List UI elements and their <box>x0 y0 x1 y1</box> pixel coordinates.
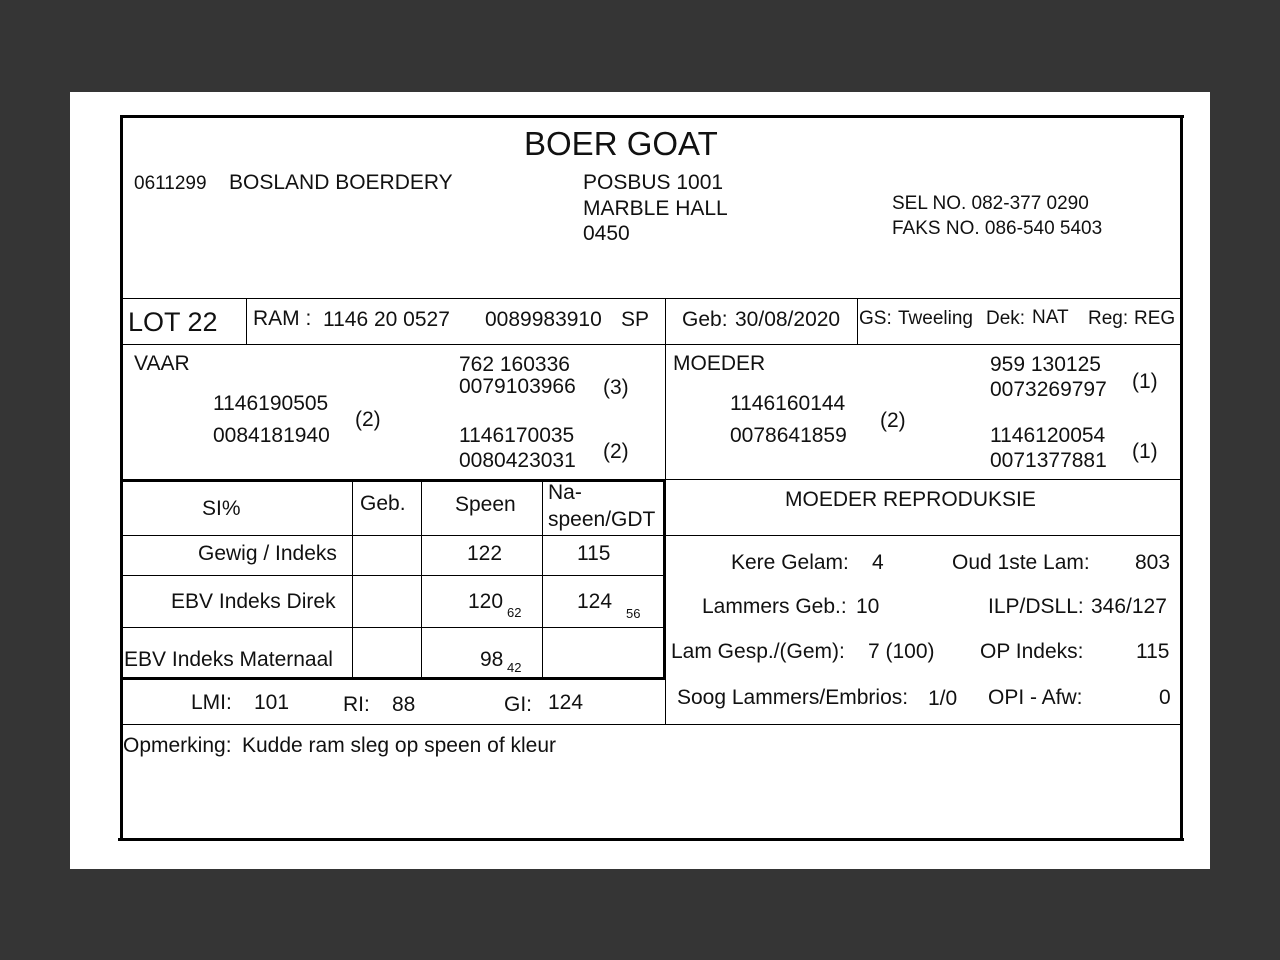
dam-dam-id: 1146120054 <box>990 424 1106 447</box>
kere-value: 4 <box>872 551 884 574</box>
perf-cell-speen-sub: 62 <box>507 605 522 620</box>
lot-number: LOT 22 <box>128 307 218 337</box>
address-line-1: POSBUS 1001 <box>583 171 724 194</box>
cell-number: SEL NO. 082-377 0290 <box>892 193 1089 214</box>
dam-sire-id: 959 130125 <box>990 353 1101 376</box>
gi-label: GI: <box>504 693 533 716</box>
sire-dam-id: 1146170035 <box>459 424 575 447</box>
breeder-name: BOSLAND BOERDERY <box>229 171 453 194</box>
ram-sp: SP <box>621 308 650 331</box>
perf-cell-speen-sub: 42 <box>507 660 522 675</box>
ilp-label: ILP/DSLL: <box>988 595 1084 618</box>
lammers-label: Lammers Geb.: <box>702 595 847 618</box>
perf-cell-naspeen: 124 <box>577 590 613 613</box>
perf-row-line-3 <box>122 627 665 628</box>
gs-value: Tweeling <box>898 308 973 329</box>
perf-cell-speen: 120 <box>468 590 504 613</box>
perf-bottom-border <box>122 677 665 680</box>
soog-label: Soog Lammers/Embrios: <box>677 686 909 709</box>
fax-number: FAKS NO. 086-540 5403 <box>892 218 1103 239</box>
divider-remarks <box>122 724 1180 725</box>
soog-value: 1/0 <box>928 687 958 710</box>
perf-cell-speen: 98 <box>480 648 504 671</box>
ilp-value: 346/127 <box>1091 595 1167 618</box>
sire-sire-reg: 0079103966 <box>459 375 576 398</box>
perf-header-naspeen-2: speen/GDT <box>548 508 656 531</box>
perf-col-geb <box>352 482 353 678</box>
perf-row-label: Gewig / Indeks <box>198 542 337 565</box>
sire-count: (2) <box>355 408 381 431</box>
perf-right-border <box>663 482 666 680</box>
remarks-text: Kudde ram sleg op speen of kleur <box>242 734 557 757</box>
sire-heading: VAAR <box>134 352 190 375</box>
perf-row-line-2 <box>122 575 665 576</box>
sire-dam-reg: 0080423031 <box>459 449 576 472</box>
divider-geb-gs <box>857 298 858 344</box>
perf-header-naspeen-1: Na- <box>548 481 582 504</box>
reproduction-title: MOEDER REPRODUKSIE <box>785 488 1036 511</box>
breeder-code: 0611299 <box>134 173 207 194</box>
op-label: OP Indeks: <box>980 640 1084 663</box>
reg-value: REG <box>1134 308 1176 329</box>
divider-header <box>122 298 1180 299</box>
gesp-value: 7 (100) <box>868 640 935 663</box>
reg-label: Reg: <box>1088 308 1129 329</box>
dam-sire-reg: 0073269797 <box>990 378 1107 401</box>
perf-header-geb: Geb. <box>360 492 406 515</box>
divider-lot-ram <box>246 298 247 344</box>
lammers-value: 10 <box>856 595 880 618</box>
gesp-label: Lam Gesp./(Gem): <box>671 640 845 663</box>
dam-dam-reg: 0071377881 <box>990 449 1107 472</box>
ri-label: RI: <box>343 693 370 716</box>
frame-top <box>120 115 1184 118</box>
perf-cell-naspeen-sub: 56 <box>626 606 641 621</box>
remarks-label: Opmerking: <box>123 734 232 757</box>
perf-top-border <box>122 479 665 482</box>
opi-value: 0 <box>1159 686 1171 709</box>
dam-sire-count: (1) <box>1132 370 1158 393</box>
gs-label: GS: <box>859 308 892 329</box>
perf-row-label: EBV Indeks Direk <box>171 590 336 613</box>
perf-row-line-1 <box>122 535 1180 536</box>
dek-label: Dek: <box>986 308 1026 329</box>
op-value: 115 <box>1136 640 1170 663</box>
sire-dam-count: (2) <box>603 440 629 463</box>
frame-bottom <box>118 838 1184 841</box>
dam-heading: MOEDER <box>673 352 766 375</box>
lmi-label: LMI: <box>191 691 232 714</box>
oud-label: Oud 1ste Lam: <box>952 551 1090 574</box>
perf-row-label: EBV Indeks Maternaal <box>124 648 333 671</box>
divider-lot <box>122 344 1180 345</box>
perf-cell-naspeen: 115 <box>577 542 611 565</box>
address-line-3: 0450 <box>583 222 630 245</box>
birth-label: Geb: <box>682 308 728 331</box>
dek-value: NAT <box>1032 307 1069 328</box>
ri-value: 88 <box>392 693 416 716</box>
sire-reg: 0084181940 <box>213 424 330 447</box>
gi-value: 124 <box>548 691 584 714</box>
dam-count: (2) <box>880 409 906 432</box>
lmi-value: 101 <box>254 691 290 714</box>
perf-col-speen <box>421 482 422 678</box>
frame-right <box>1180 115 1183 841</box>
perf-header-si: SI% <box>202 497 241 520</box>
address-line-2: MARBLE HALL <box>583 197 728 220</box>
page-title: BOER GOAT <box>524 125 718 162</box>
sire-sire-id: 762 160336 <box>459 353 570 376</box>
ram-label: RAM : <box>253 307 312 330</box>
dam-reg: 0078641859 <box>730 424 847 447</box>
ram-id: 1146 20 0527 <box>323 308 450 331</box>
perf-cell-speen: 122 <box>467 542 503 565</box>
perf-col-naspeen <box>542 482 543 678</box>
frame-left <box>120 115 123 841</box>
birth-date: 30/08/2020 <box>735 308 841 331</box>
sire-sire-count: (3) <box>603 376 629 399</box>
dam-id: 1146160144 <box>730 392 846 415</box>
oud-value: 803 <box>1135 551 1171 574</box>
dam-dam-count: (1) <box>1132 440 1158 463</box>
opi-label: OPI - Afw: <box>988 686 1083 709</box>
ram-reg-number: 0089983910 <box>485 308 602 331</box>
sire-id: 1146190505 <box>213 392 329 415</box>
perf-header-speen: Speen <box>455 493 516 516</box>
kere-label: Kere Gelam: <box>731 551 849 574</box>
